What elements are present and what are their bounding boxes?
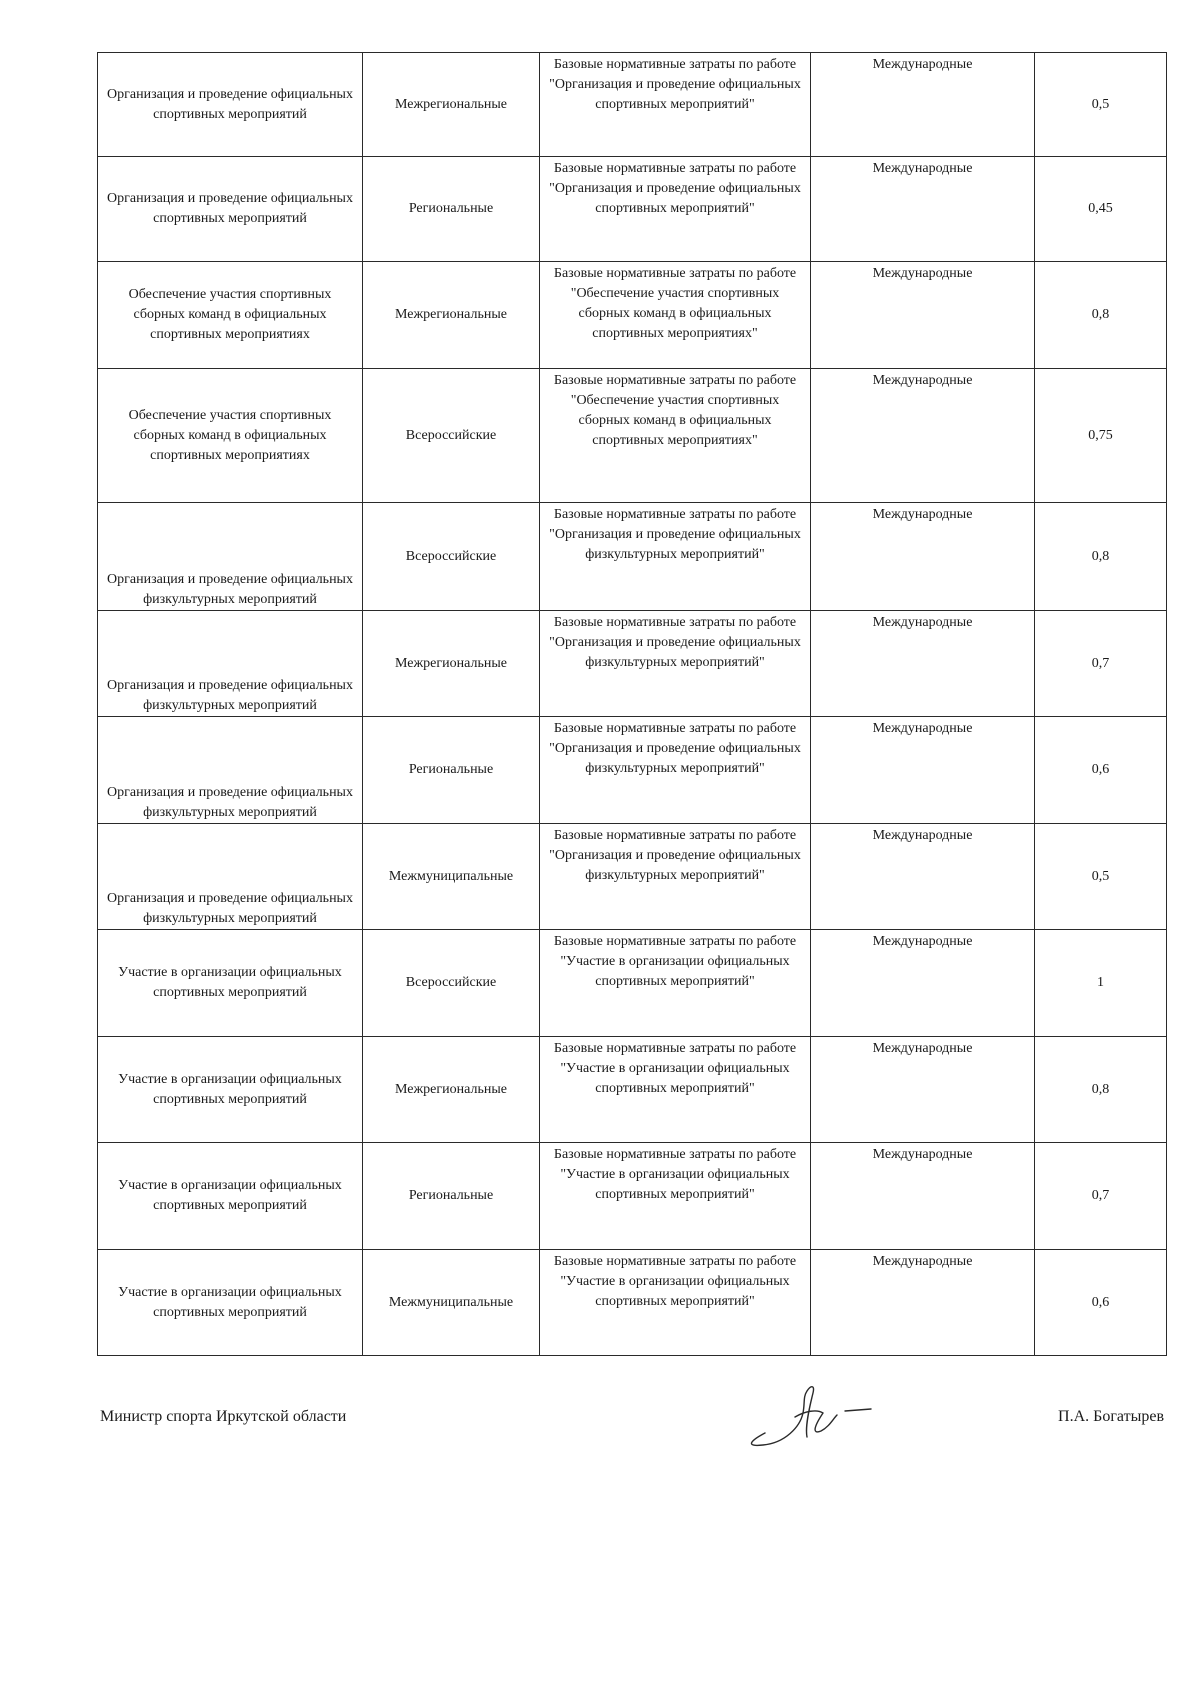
target-level-cell-text: Международные — [872, 1147, 973, 1162]
target-level-cell-text: Международные — [872, 934, 973, 949]
work-name-cell — [98, 262, 363, 369]
event-level-cell — [363, 369, 540, 503]
target-level-cell-text: Международные — [872, 373, 973, 388]
event-level-cell-text: Всероссийские — [405, 975, 497, 990]
base-cost-cell-text: Базовые нормативные затраты по работе "Организация и проведение официальных физкультурных мероприятий" — [549, 721, 801, 776]
event-level-cell — [363, 1250, 540, 1356]
work-name-cell — [98, 930, 363, 1037]
coefficient-cell — [1035, 503, 1167, 611]
coefficient-cell-text: 0,7 — [1091, 655, 1110, 671]
event-level-cell — [363, 930, 540, 1037]
target-level-cell-text: Международные — [872, 828, 973, 843]
coefficient-cell-text: 0,7 — [1091, 1188, 1110, 1203]
work-name-cell-text: Организация и проведение официальных спортивных мероприятий — [107, 86, 353, 122]
table-row — [98, 824, 1167, 930]
table-row — [98, 611, 1167, 717]
target-level-cell — [811, 369, 1035, 503]
work-name-cell-text: Организация и проведение официальных физкультурных мероприятий — [107, 891, 353, 926]
base-cost-cell-text: Базовые нормативные затраты по работе "Участие в организации официальных спортивных мероприятий" — [553, 1147, 797, 1202]
event-level-cell-text: Региональные — [408, 201, 494, 216]
table-row — [98, 262, 1167, 369]
work-name-cell-text: Участие в организации официальных спортивных мероприятий — [118, 1284, 342, 1320]
event-level-cell-text: Межрегиональные — [395, 307, 507, 322]
coefficient-cell — [1035, 611, 1167, 717]
target-level-cell — [811, 157, 1035, 262]
target-level-cell-text: Международные — [872, 721, 973, 736]
work-name-cell-text: Организация и проведение официальных физкультурных мероприятий — [107, 785, 353, 820]
target-level-cell-text: Международные — [872, 266, 973, 281]
signature — [745, 1375, 925, 1455]
base-cost-cell-text: Базовые нормативные затраты по работе "Организация и проведение официальных спортивных мероприятий" — [549, 161, 801, 216]
work-name-cell — [98, 53, 363, 157]
work-name-cell — [98, 503, 363, 611]
base-cost-cell-text: Базовые нормативные затраты по работе "Обеспечение участия спортивных сборных команд в официальных спортивных мероприятиях" — [553, 266, 797, 341]
table-row — [98, 157, 1167, 262]
base-cost-cell — [540, 157, 811, 262]
work-name-cell-text: Организация и проведение официальных спортивных мероприятий — [107, 191, 353, 226]
base-cost-cell — [540, 930, 811, 1037]
base-cost-cell — [540, 1250, 811, 1356]
base-cost-cell — [540, 53, 811, 157]
event-level-cell — [363, 157, 540, 262]
coefficient-cell — [1035, 157, 1167, 262]
base-cost-cell-text: Базовые нормативные затраты по работе "Участие в организации официальных спортивных мероприятий" — [553, 934, 797, 989]
base-cost-cell-text: Базовые нормативные затраты по работе "Обеспечение участия спортивных сборных команд в официальных спортивных мероприятиях" — [553, 373, 797, 448]
work-name-cell — [98, 157, 363, 262]
work-name-cell — [98, 1250, 363, 1356]
work-name-cell — [98, 717, 363, 824]
table-row — [98, 1037, 1167, 1143]
base-cost-cell-text: Базовые нормативные затраты по работе "Организация и проведение официальных физкультурных мероприятий" — [549, 507, 801, 562]
work-name-cell — [98, 1143, 363, 1250]
work-name-cell — [98, 611, 363, 717]
work-name-cell-text: Участие в организации официальных спортивных мероприятий — [118, 1178, 342, 1213]
work-name-cell-text: Участие в организации официальных спортивных мероприятий — [118, 1071, 342, 1107]
target-level-cell — [811, 503, 1035, 611]
coefficient-cell-text: 0,5 — [1091, 96, 1110, 112]
target-level-cell — [811, 717, 1035, 824]
target-level-cell-text: Международные — [872, 615, 973, 630]
norms-table-body — [98, 53, 1167, 1356]
event-level-cell — [363, 262, 540, 369]
event-level-cell — [363, 1143, 540, 1250]
signatory-position: Министр спорта Иркутской области — [100, 1408, 347, 1425]
base-cost-cell-text: Базовые нормативные затраты по работе "Организация и проведение официальных спортивных мероприятий" — [549, 57, 801, 112]
target-level-cell — [811, 824, 1035, 930]
work-name-cell-text: Обеспечение участия спортивных сборных команд в официальных спортивных мероприятиях — [128, 287, 332, 342]
target-level-cell — [811, 1037, 1035, 1143]
coefficient-cell — [1035, 262, 1167, 369]
event-level-cell-text: Межмуниципальные — [388, 868, 514, 884]
base-cost-cell — [540, 717, 811, 824]
table-row — [98, 503, 1167, 611]
coefficient-cell — [1035, 930, 1167, 1037]
event-level-cell-text: Всероссийские — [405, 548, 497, 564]
event-level-cell-text: Всероссийские — [405, 427, 497, 443]
work-name-cell — [98, 824, 363, 930]
work-name-cell-text: Организация и проведение официальных физкультурных мероприятий — [107, 678, 353, 713]
coefficient-cell — [1035, 1037, 1167, 1143]
event-level-cell — [363, 717, 540, 824]
coefficient-cell — [1035, 53, 1167, 157]
target-level-cell-text: Международные — [872, 161, 973, 176]
coefficient-cell-text: 0,8 — [1091, 307, 1110, 322]
target-level-cell-text: Международные — [872, 57, 973, 72]
target-level-cell-text: Международные — [872, 507, 973, 522]
base-cost-cell — [540, 503, 811, 611]
norms-table — [97, 52, 1167, 1356]
base-cost-cell — [540, 1143, 811, 1250]
base-cost-cell — [540, 611, 811, 717]
table-row — [98, 53, 1167, 157]
coefficient-cell — [1035, 717, 1167, 824]
event-level-cell-text: Региональные — [408, 762, 494, 777]
target-level-cell — [811, 262, 1035, 369]
base-cost-cell-text: Базовые нормативные затраты по работе "Участие в организации официальных спортивных мероприятий" — [553, 1041, 797, 1096]
base-cost-cell — [540, 369, 811, 503]
event-level-cell-text: Региональные — [408, 1188, 494, 1203]
work-name-cell-text: Участие в организации официальных спортивных мероприятий — [118, 965, 342, 1000]
table-row — [98, 1250, 1167, 1356]
coefficient-cell — [1035, 1250, 1167, 1356]
event-level-cell — [363, 53, 540, 157]
event-level-cell — [363, 503, 540, 611]
coefficient-cell — [1035, 824, 1167, 930]
base-cost-cell-text: Базовые нормативные затраты по работе "Участие в организации официальных спортивных мероприятий" — [553, 1254, 797, 1309]
base-cost-cell-text: Базовые нормативные затраты по работе "Организация и проведение официальных физкультурных мероприятий" — [549, 615, 801, 670]
base-cost-cell — [540, 824, 811, 930]
base-cost-cell-text: Базовые нормативные затраты по работе "Организация и проведение официальных физкультурных мероприятий" — [549, 828, 801, 883]
coefficient-cell-text: 0,6 — [1091, 762, 1110, 777]
event-level-cell — [363, 824, 540, 930]
table-row — [98, 1143, 1167, 1250]
target-level-cell — [811, 1143, 1035, 1250]
coefficient-cell — [1035, 369, 1167, 503]
target-level-cell — [811, 611, 1035, 717]
base-cost-cell — [540, 1037, 811, 1143]
coefficient-cell-text: 1 — [1097, 975, 1104, 990]
coefficient-cell-text: 0,5 — [1091, 868, 1110, 884]
event-level-cell — [363, 1037, 540, 1143]
coefficient-cell-text: 0,8 — [1091, 548, 1110, 564]
target-level-cell — [811, 930, 1035, 1037]
table-row — [98, 717, 1167, 824]
base-cost-cell — [540, 262, 811, 369]
event-level-cell-text: Межмуниципальные — [388, 1294, 514, 1310]
signatory-name: П.А. Богатырев — [1058, 1408, 1164, 1425]
event-level-cell — [363, 611, 540, 717]
coefficient-cell-text: 0,8 — [1091, 1081, 1110, 1097]
target-level-cell-text: Международные — [872, 1041, 973, 1056]
table-row — [98, 930, 1167, 1037]
target-level-cell-text: Международные — [872, 1254, 973, 1269]
coefficient-cell-text: 0,6 — [1091, 1294, 1110, 1310]
work-name-cell-text: Организация и проведение официальных физкультурных мероприятий — [107, 572, 353, 607]
target-level-cell — [811, 53, 1035, 157]
work-name-cell — [98, 1037, 363, 1143]
table-row — [98, 369, 1167, 503]
event-level-cell-text: Межрегиональные — [395, 655, 507, 671]
work-name-cell — [98, 369, 363, 503]
event-level-cell-text: Межрегиональные — [395, 96, 507, 112]
coefficient-cell-text: 0,75 — [1088, 427, 1113, 443]
event-level-cell-text: Межрегиональные — [395, 1081, 507, 1097]
target-level-cell — [811, 1250, 1035, 1356]
coefficient-cell-text: 0,45 — [1088, 201, 1113, 216]
work-name-cell-text: Обеспечение участия спортивных сборных команд в официальных спортивных мероприятиях — [128, 407, 332, 463]
coefficient-cell — [1035, 1143, 1167, 1250]
